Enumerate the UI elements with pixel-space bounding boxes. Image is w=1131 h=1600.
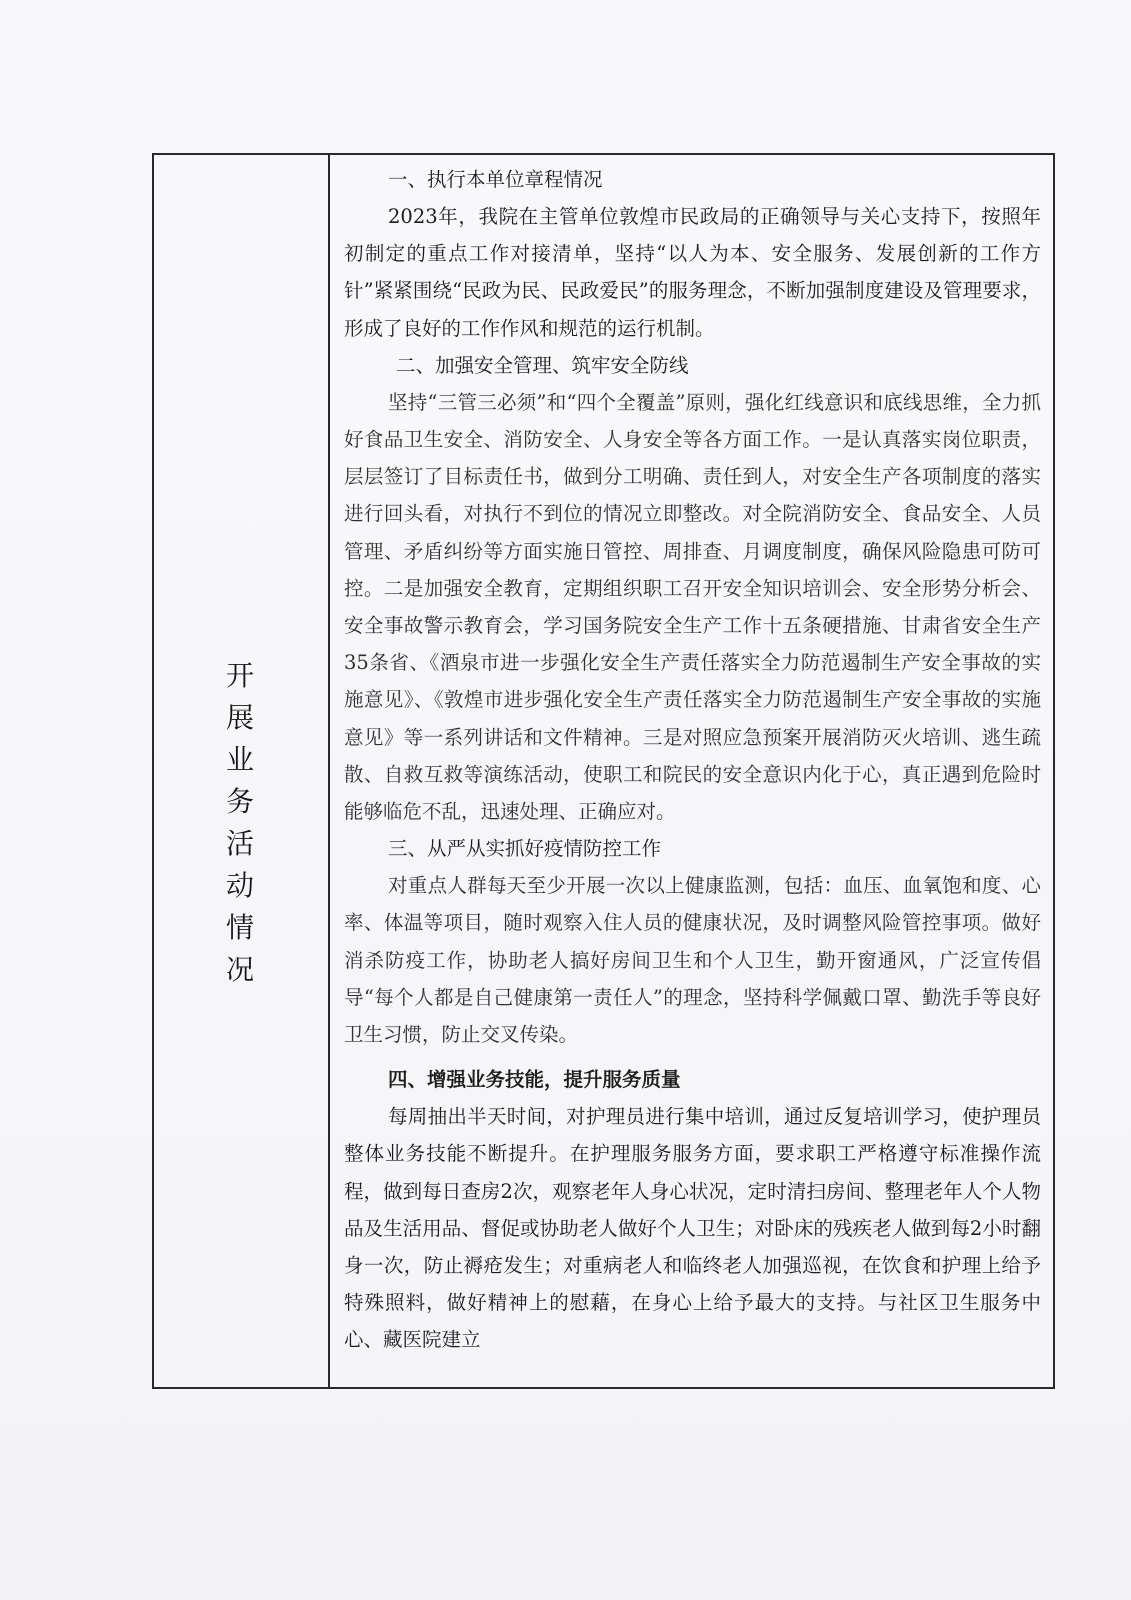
section-heading-1: 一、执行本单位章程情况 xyxy=(388,168,603,191)
section-spacer xyxy=(344,1053,1041,1061)
section-heading-2: 二、加强安全管理、筑牢安全防线 xyxy=(396,353,689,377)
row-label-text: 开展业务活动情况 xyxy=(225,659,254,986)
row-label-cell xyxy=(154,155,330,1387)
section-paragraph-4: 每周抽出半天时间，对护理员进行集中培训，通过反复培训学习，使护理员整体业务技能不断提升。在护理服务服务方面，要求职工严格遵守标准操作流程，做到每日查房2次，观察老年人身心状况，定时清扫房间、整理老年人个人物品及生活用品、督促或协助老人做好个人卫生；对卧床的残疾老人做到每2小时翻身一次，防止褥疮发生；对重病老人和临终老人加强巡视，在饮食和护理上给予特殊照料，做好精神上的慰藉，在身心上给予最大的支持。与社区卫生服务中心、藏医院建立 xyxy=(344,1105,1041,1352)
section-heading-3: 三、从严从实抓好疫情防控工作 xyxy=(388,837,662,861)
row-content-cell xyxy=(330,155,1053,1387)
activity-report-table xyxy=(152,153,1055,1389)
section-paragraph-1: 2023年，我院在主管单位敦煌市民政局的正确领导与关心支持下，按照年初制定的重点工作对接清单，坚持“以人为本、安全服务、发展创新的工作方针”紧紧围绕“民政为民、民政爱民”的服务理念，不断加强制度建设及管理要求，形成了良好的工作作风和规范的运行机制。 xyxy=(344,205,1041,340)
section-paragraph-3: 对重点人群每天至少开展一次以上健康监测，包括：血压、血氧饱和度、心率、体温等项目，随时观察入住人员的健康状况，及时调整风险管控事项。做好消杀防疫工作，协助老人搞好房间卫生和个人卫生，勤开窗通风，广泛宣传倡导“每个人都是自己健康第一责任人”的理念，坚持科学佩戴口罩、勤洗手等良好卫生习惯，防止交叉传染。 xyxy=(344,874,1041,1047)
section-paragraph-2: 坚持“三管三必须”和“四个全覆盖”原则，强化红线意识和底线思维，全力抓好食品卫生安全、消防安全、人身安全等各方面工作。一是认真落实岗位职责，层层签订了目标责任书，做到分工明确、责任到人，对安全生产各项制度的落实进行回头看，对执行不到位的情况立即整改。对全院消防安全、食品安全、人员管理、矛盾纠纷等方面实施日管控、周排查、月调度制度，确保风险隐患可防可控。二是加强安全教育，定期组织职工召开安全知识培训会、安全形势分析会、安全事故警示教育会，学习国务院安全生产工作十五条硬措施、甘肃省安全生产35条省、《酒泉市进一步强化安全生产责任落实全力防范遏制生产安全事故的实施意见》、《敦煌市进步强化安全生产责任落实全力防范遏制生产安全事故的实施意见》等一系列讲话和文件精神。三是对照应急预案开展消防灭火培训、逃生疏散、自救互救等演练活动，使职工和院民的安全意识内化于心，真正遇到危险时能够临危不乱，迅速处理、正确应对。 xyxy=(344,390,1041,824)
section-heading-4: 四、增强业务技能，提升服务质量 xyxy=(388,1068,681,1092)
